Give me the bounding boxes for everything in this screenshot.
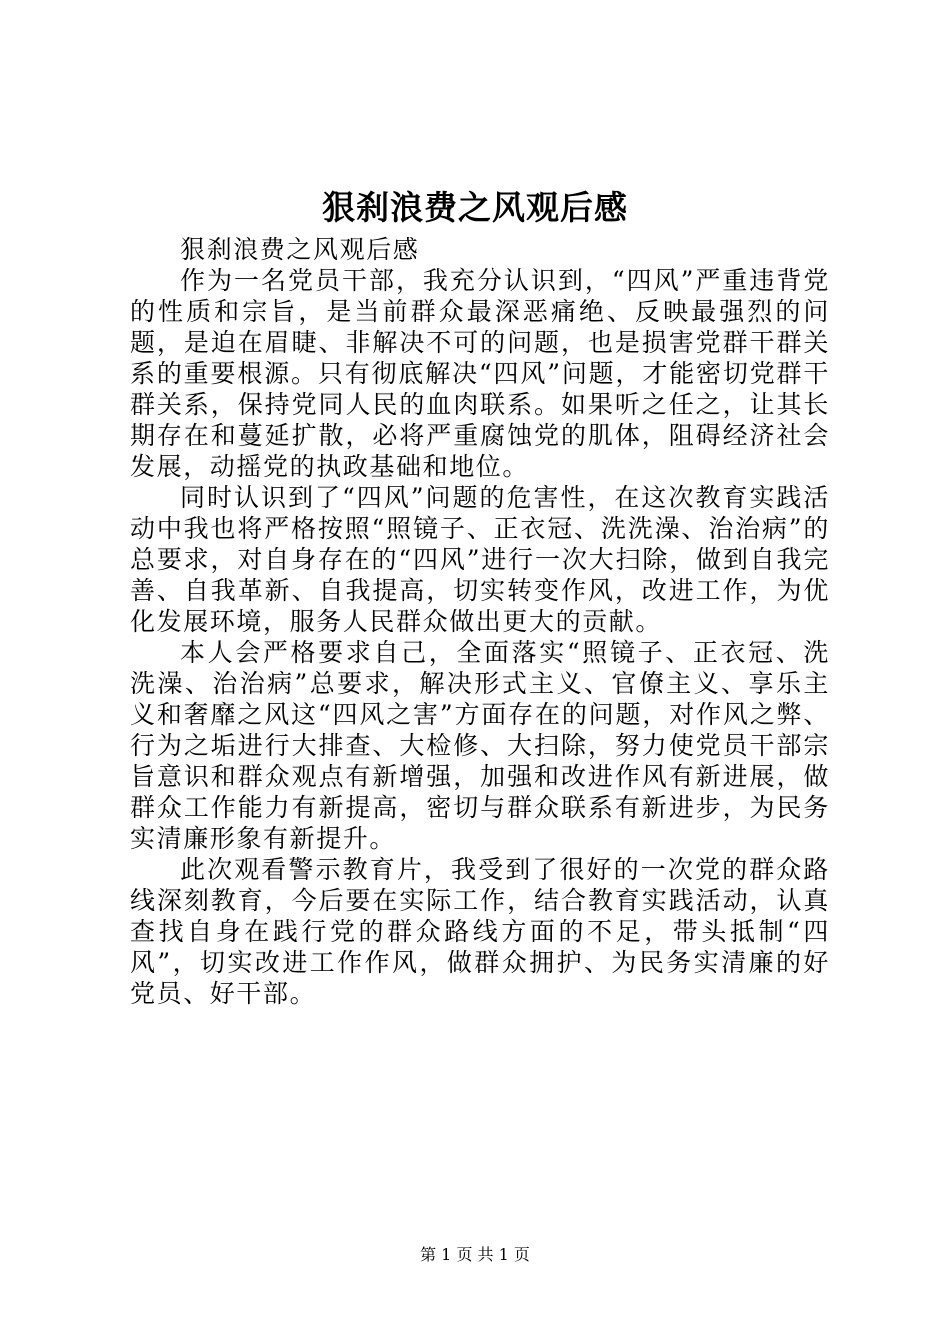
paragraph-2: 同时认识到了“四风”问题的危害性，在这次教育实践活动中我也将严格按照“照镜子、正衣冠、洗洗澡、治治病”的总要求，对自身存在的“四风”进行一次大扫除，做到自我完善、自我革新、自我提高，切实转变作风，改进工作，为优化发展环境，服务人民群众做出更大的贡献。	[130, 483, 830, 636]
paragraph-3: 本人会严格要求自己，全面落实“照镜子、正衣冠、洗洗澡、治治病”总要求，解决形式主义、官僚主义、享乐主义和奢靡之风这“四风之害”方面存在的问题，对作风之弊、行为之垢进行大排查、大检修、大扫除，努力使党员干部宗旨意识和群众观点有新增强，加强和改进作风有新进展，做群众工作能力有新提高，密切与群众联系有新进步，为民务实清廉形象有新提升。	[130, 638, 830, 853]
paragraph-4: 此次观看警示教育片，我受到了很好的一次党的群众路线深刻教育，今后要在实际工作，结合教育实践活动，认真查找自身在践行党的群众路线方面的不足，带头抵制“四风”，切实改进工作作风，做群众拥护、为民务实清廉的好党员、好干部。	[130, 855, 830, 1008]
page-number-footer: 第 1 页 共 1 页	[420, 1245, 530, 1264]
document-body	[130, 234, 830, 1009]
document-title: 狠刹浪费之风观后感	[322, 188, 628, 227]
paragraph-subtitle: 狠刹浪费之风观后感	[180, 235, 420, 264]
paragraph-1: 作为一名党员干部，我充分认识到，“四风”严重违背党的性质和宗旨，是当前群众最深恶痛绝、反映最强烈的问题，是迫在眉睫、非解决不可的问题，也是损害党群干群关系的重要根源。只有彻底解决“四风”问题，才能密切党群干群关系，保持党同人民的血肉联系。如果听之任之，让其长期存在和蔓延扩散，必将严重腐蚀党的肌体，阻碍经济社会发展，动摇党的执政基础和地位。	[130, 266, 830, 481]
